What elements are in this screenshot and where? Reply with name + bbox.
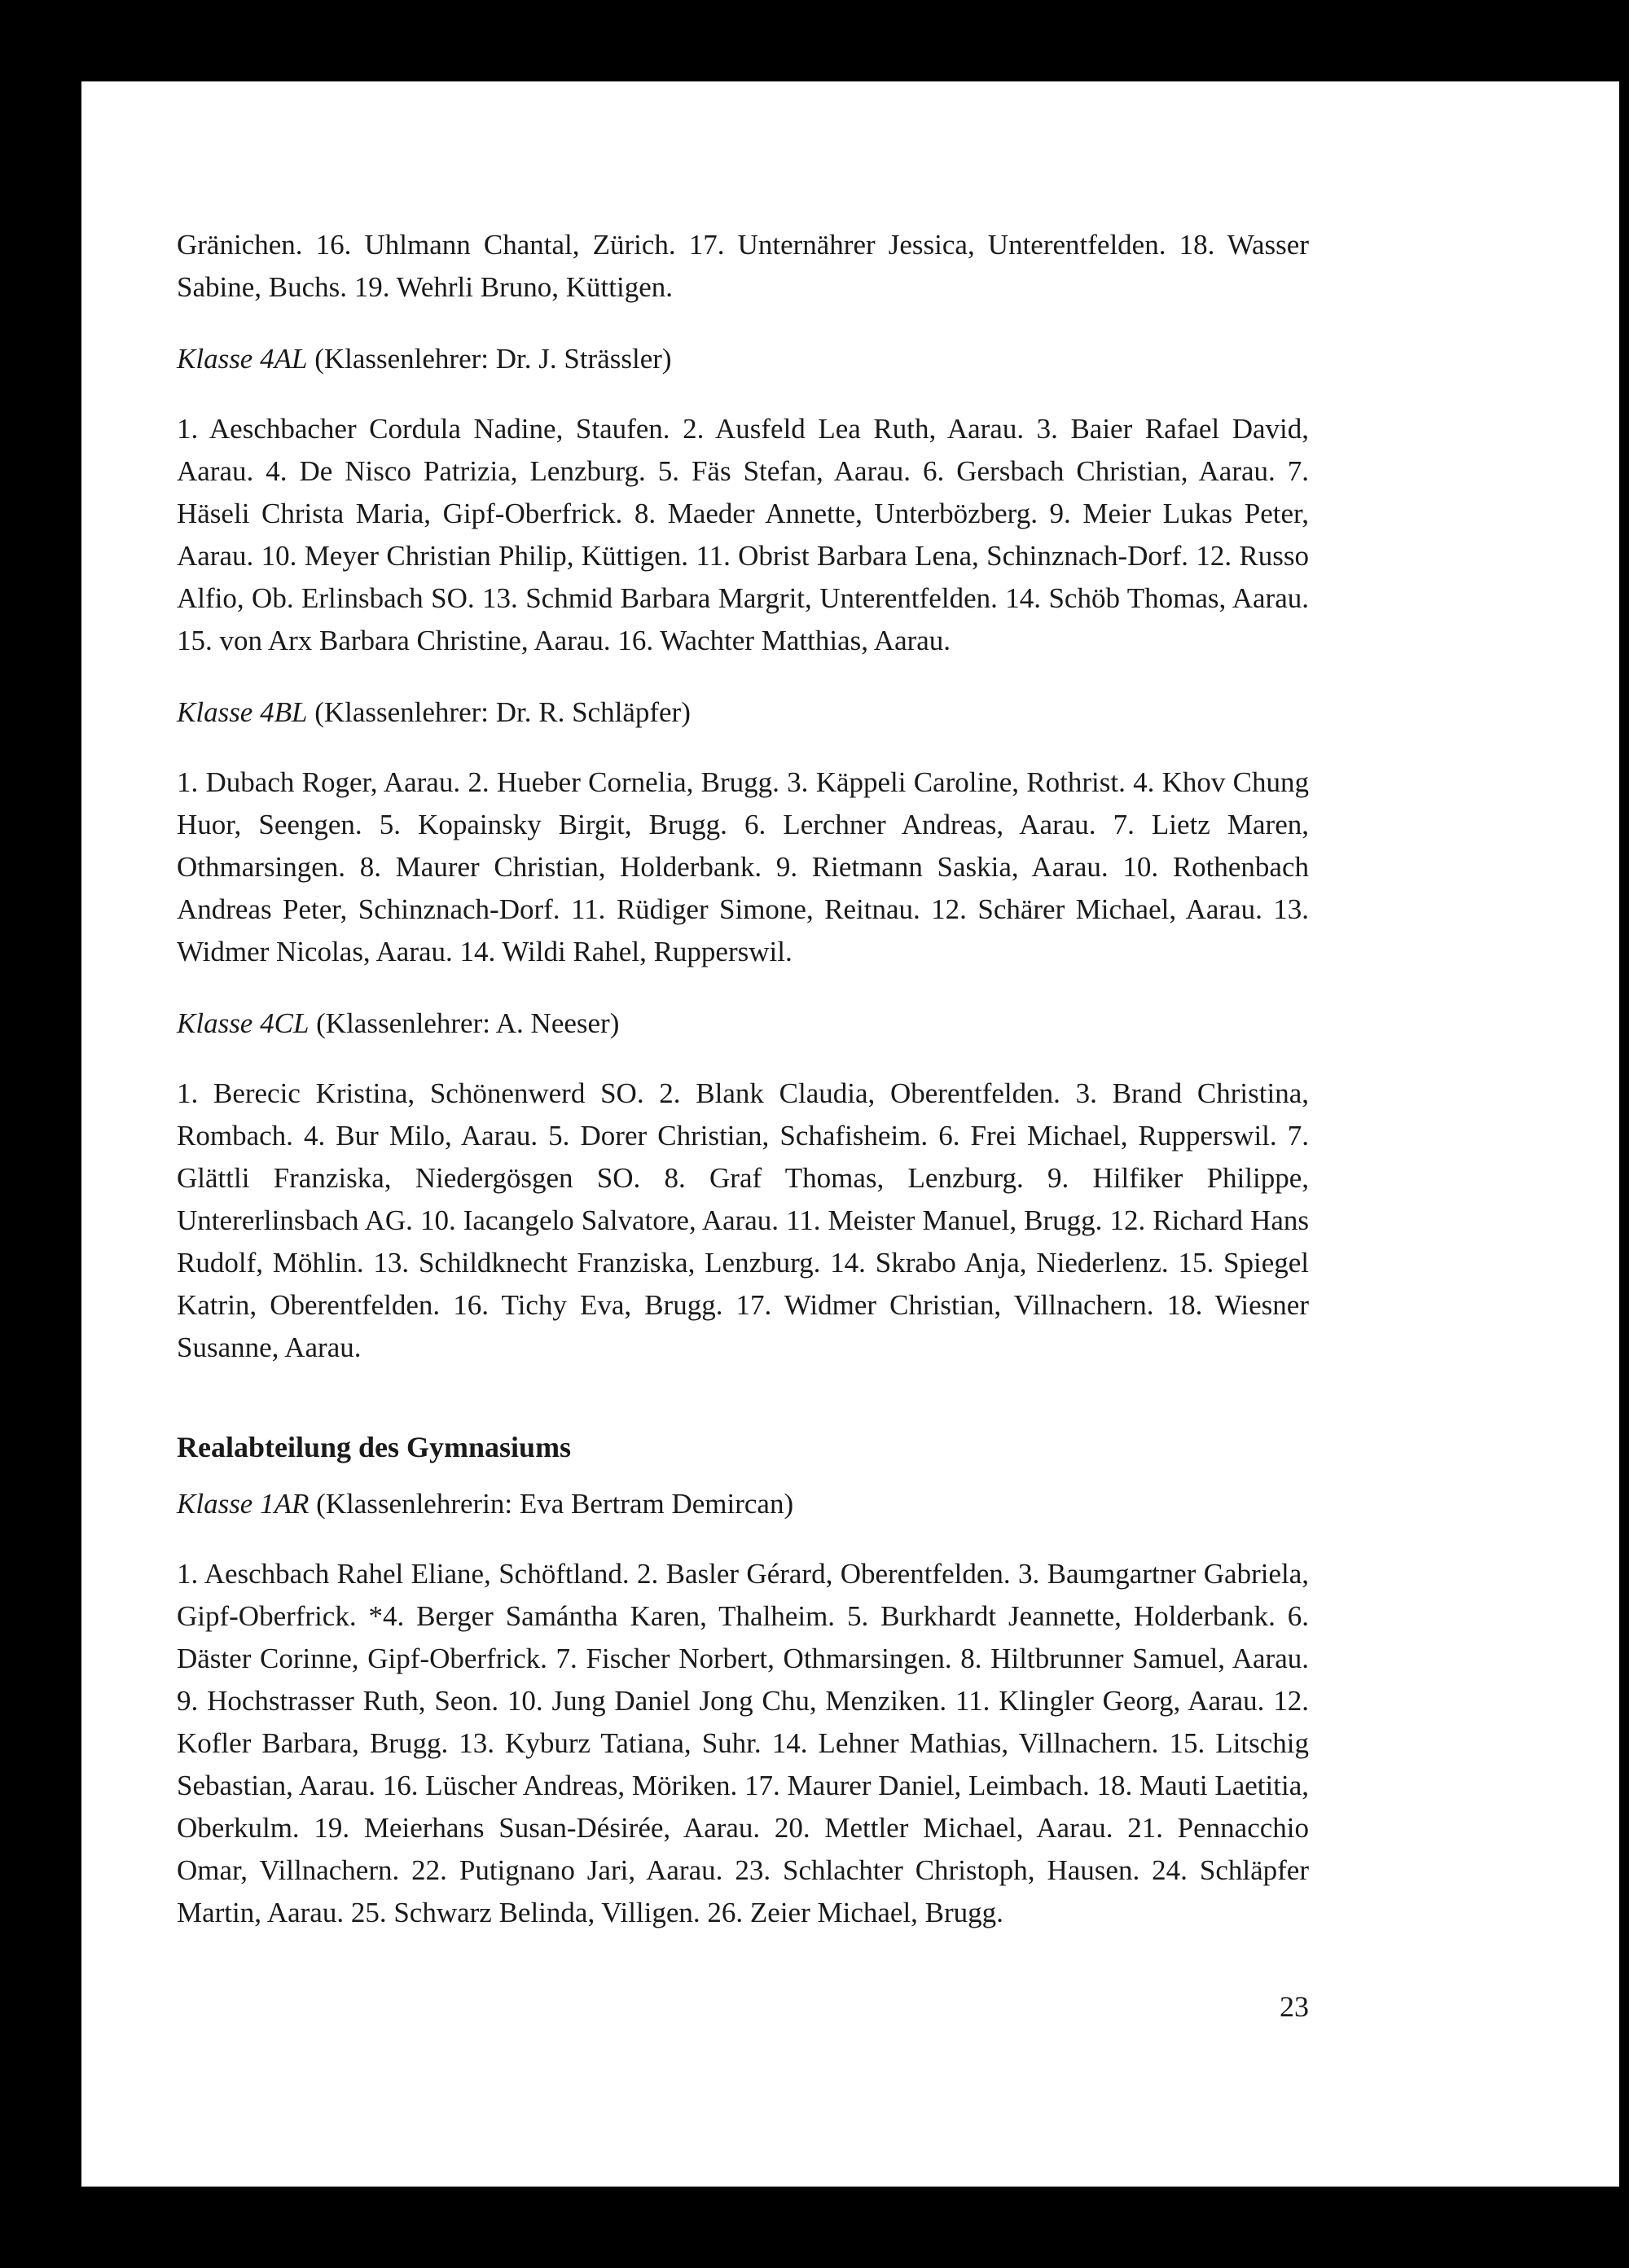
class-student-list: 1. Berecic Kristina, Schönenwerd SO. 2. Blank Claudia, Oberentfelden. 3. Brand Christina, Rombach. 4. Bur Milo, Aarau. 5. Dorer Christian, Schafisheim. 6. Frei Michael, Rupperswil. 7. Glättli Franziska, Niedergösgen SO. 8. Graf Thomas, Lenzburg. 9. Hilfiker Philippe, Untererlinsbach AG. 10. Iacangelo Salvatore, Aarau. 11. Meister Manuel, Brugg. 12. Richard Hans Rudolf, Möhlin. 13. Schildknecht Franziska, Lenzburg. 14. Skrabo Anja, Niederlenz. 15. Spiegel Katrin, Oberentfelden. 16. Tichy Eva, Brugg. 17. Widmer Christian, Villnachern. 18. Wiesner Susanne, Aarau.	[177, 1077, 1309, 1363]
page-content	[177, 224, 1309, 1934]
class-heading-4al	[177, 338, 1309, 380]
class-student-list: 1. Dubach Roger, Aarau. 2. Hueber Cornelia, Brugg. 3. Käppeli Caroline, Rothrist. 4. Khov Chung Huor, Seengen. 5. Kopainsky Birgit, Brugg. 6. Lerchner Andreas, Aarau. 7. Lietz Maren, Othmarsingen. 8. Maurer Christian, Holderbank. 9. Rietmann Saskia, Aarau. 10. Rothenbach Andreas Peter, Schinznach-Dorf. 11. Rüdiger Simone, Reitnau. 12. Schärer Michael, Aarau. 13. Widmer Nicolas, Aarau. 14. Wildi Rahel, Rupperswil.	[177, 766, 1309, 967]
continuation-paragraph: Gränichen. 16. Uhlmann Chantal, Zürich. 17. Unternährer Jessica, Unterentfelden. 18. Wasser Sabine, Buchs. 19. Wehrli Bruno, Küttigen.	[177, 229, 1309, 303]
document-page	[81, 81, 1619, 2187]
class-teacher: (Klassenlehrerin: Eva Bertram Demircan)	[316, 1488, 794, 1520]
class-heading-1ar	[177, 1483, 1309, 1525]
class-student-list: 1. Aeschbach Rahel Eliane, Schöftland. 2. Basler Gérard, Oberentfelden. 3. Baumgartner Gabriela, Gipf-Oberfrick. *4. Berger Samántha Karen, Thalheim. 5. Burkhardt Jeannette, Holderbank. 6. Däster Corinne, Gipf-Oberfrick. 7. Fischer Norbert, Othmarsingen. 8. Hiltbrunner Samuel, Aarau. 9. Hochstrasser Ruth, Seon. 10. Jung Daniel Jong Chu, Menziken. 11. Klingler Georg, Aarau. 12. Kofler Barbara, Brugg. 13. Kyburz Tatiana, Suhr. 14. Lehner Mathias, Villnachern. 15. Litschig Sebastian, Aarau. 16. Lüscher Andreas, Möriken. 17. Maurer Daniel, Leimbach. 18. Mauti Laetitia, Oberkulm. 19. Meierhans Susan-Désirée, Aarau. 20. Mettler Michael, Aarau. 21. Pennacchio Omar, Villnachern. 22. Putignano Jari, Aarau. 23. Schlachter Christoph, Hausen. 24. Schläpfer Martin, Aarau. 25. Schwarz Belinda, Villigen. 26. Zeier Michael, Brugg.	[177, 1558, 1309, 1928]
class-label: Klasse 4BL	[177, 696, 308, 728]
class-teacher: (Klassenlehrer: Dr. J. Strässler)	[314, 343, 672, 375]
class-label: Klasse 4AL	[177, 343, 308, 375]
section-title: Realabteilung des Gymnasiums	[177, 1431, 572, 1463]
class-heading-4cl	[177, 1002, 1309, 1045]
class-label: Klasse 4CL	[177, 1007, 310, 1039]
class-student-list: 1. Aeschbacher Cordula Nadine, Staufen. 2. Ausfeld Lea Ruth, Aarau. 3. Baier Rafael David, Aarau. 4. De Nisco Patrizia, Lenzburg. 5. Fäs Stefan, Aarau. 6. Gersbach Christian, Aarau. 7. Häseli Christa Maria, Gipf-Oberfrick. 8. Maeder Annette, Unterbözberg. 9. Meier Lukas Peter, Aarau. 10. Meyer Christian Philip, Küttigen. 11. Obrist Barbara Lena, Schinznach-Dorf. 12. Russo Alfio, Ob. Erlinsbach SO. 13. Schmid Barbara Margrit, Unterentfelden. 14. Schöb Thomas, Aarau. 15. von Arx Barbara Christine, Aarau. 16. Wachter Matthias, Aarau.	[177, 413, 1309, 656]
class-heading-4bl	[177, 691, 1309, 734]
page-number: 23	[1280, 1990, 1309, 2023]
class-label: Klasse 1AR	[177, 1488, 310, 1520]
class-teacher: (Klassenlehrer: A. Neeser)	[316, 1007, 620, 1039]
class-teacher: (Klassenlehrer: Dr. R. Schläpfer)	[314, 696, 691, 728]
